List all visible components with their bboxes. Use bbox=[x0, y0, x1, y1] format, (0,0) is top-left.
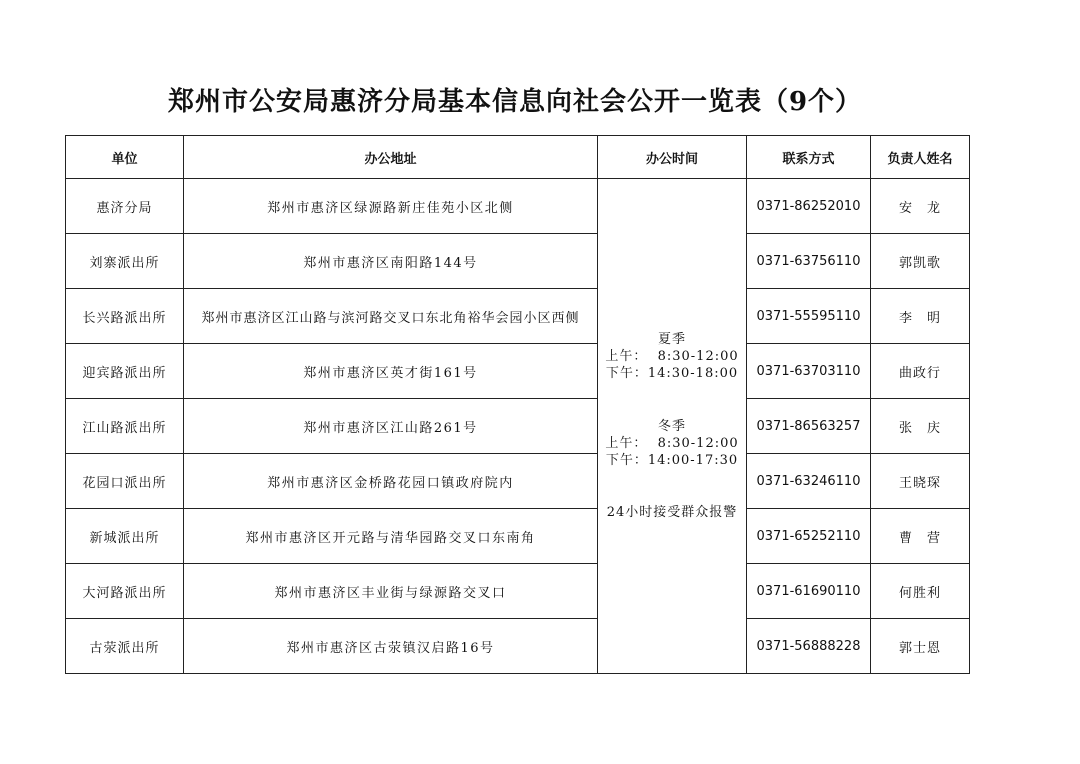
unit-cell: 花园口派出所 bbox=[66, 454, 184, 509]
unit-cell: 大河路派出所 bbox=[66, 564, 184, 619]
address-cell: 郑州市惠济区丰业街与绿源路交叉口 bbox=[184, 564, 598, 619]
address-cell: 郑州市惠济区古荥镇汉启路16号 bbox=[184, 619, 598, 674]
table-row bbox=[66, 399, 970, 454]
table-row bbox=[66, 454, 970, 509]
table-row bbox=[66, 619, 970, 674]
person-cell: 王晓琛 bbox=[871, 454, 970, 509]
address-cell: 郑州市惠济区开元路与清华园路交叉口东南角 bbox=[184, 509, 598, 564]
unit-cell: 迎宾路派出所 bbox=[66, 344, 184, 399]
table-row bbox=[66, 509, 970, 564]
office-hours-cell bbox=[598, 179, 747, 674]
document-title: 郑州市公安局惠济分局基本信息向社会公开一览表（9个） bbox=[167, 87, 863, 117]
phone-cell: 0371-55595110 bbox=[747, 289, 871, 344]
header-unit: 单位 bbox=[66, 136, 184, 179]
address-cell: 郑州市惠济区江山路261号 bbox=[184, 399, 598, 454]
person-cell: 曲政行 bbox=[871, 344, 970, 399]
address-cell: 郑州市惠济区英才街161号 bbox=[184, 344, 598, 399]
unit-cell: 江山路派出所 bbox=[66, 399, 184, 454]
person-cell: 张 庆 bbox=[871, 399, 970, 454]
table-row bbox=[66, 289, 970, 344]
phone-cell: 0371-86252010 bbox=[747, 179, 871, 234]
table-row bbox=[66, 179, 970, 234]
phone-cell: 0371-63246110 bbox=[747, 454, 871, 509]
unit-cell: 古荥派出所 bbox=[66, 619, 184, 674]
info-table bbox=[65, 135, 970, 674]
person-cell: 何胜利 bbox=[871, 564, 970, 619]
emergency-note: 24小时接受群众报警 bbox=[606, 505, 738, 520]
person-cell: 安 龙 bbox=[871, 179, 970, 234]
phone-cell: 0371-86563257 bbox=[747, 399, 871, 454]
unit-cell: 刘寨派出所 bbox=[66, 234, 184, 289]
address-cell: 郑州市惠济区金桥路花园口镇政府院内 bbox=[184, 454, 598, 509]
header-phone: 联系方式 bbox=[747, 136, 871, 179]
person-cell: 郭士恩 bbox=[871, 619, 970, 674]
unit-cell: 惠济分局 bbox=[66, 179, 184, 234]
unit-cell: 长兴路派出所 bbox=[66, 289, 184, 344]
table-row bbox=[66, 344, 970, 399]
address-cell: 郑州市惠济区南阳路144号 bbox=[184, 234, 598, 289]
table-header-row bbox=[66, 136, 970, 179]
table-row bbox=[66, 564, 970, 619]
header-address: 办公地址 bbox=[184, 136, 598, 179]
phone-cell: 0371-56888228 bbox=[747, 619, 871, 674]
person-cell: 李 明 bbox=[871, 289, 970, 344]
phone-cell: 0371-63703110 bbox=[747, 344, 871, 399]
summer-label: 夏季 bbox=[657, 332, 686, 347]
address-cell: 郑州市惠济区绿源路新庄佳苑小区北侧 bbox=[184, 179, 598, 234]
phone-cell: 0371-65252110 bbox=[747, 509, 871, 564]
table-row bbox=[66, 234, 970, 289]
header-hours: 办公时间 bbox=[598, 136, 747, 179]
phone-cell: 0371-61690110 bbox=[747, 564, 871, 619]
summer-afternoon-hours: 下午：14:30-18:00 bbox=[605, 366, 739, 381]
phone-cell: 0371-63756110 bbox=[747, 234, 871, 289]
header-person: 负责人姓名 bbox=[871, 136, 970, 179]
winter-afternoon-hours: 下午：14:00-17:30 bbox=[605, 453, 739, 468]
unit-cell: 新城派出所 bbox=[66, 509, 184, 564]
person-cell: 郭凯歌 bbox=[871, 234, 970, 289]
person-cell: 曹 营 bbox=[871, 509, 970, 564]
address-cell: 郑州市惠济区江山路与滨河路交叉口东北角裕华会园小区西侧 bbox=[184, 289, 598, 344]
winter-label: 冬季 bbox=[657, 419, 686, 434]
winter-morning-hours: 上午： 8:30-12:00 bbox=[605, 436, 739, 451]
summer-morning-hours: 上午： 8:30-12:00 bbox=[605, 349, 739, 364]
